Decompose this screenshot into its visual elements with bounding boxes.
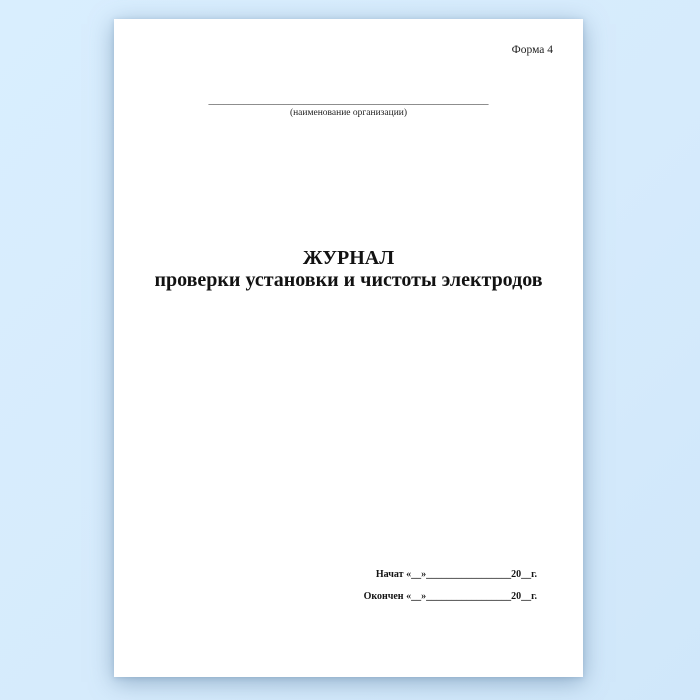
dates-block [364,569,537,603]
organization-block [114,95,583,119]
started-date-line: Начат «__»_________________20__г. [375,569,537,580]
title-line-1: ЖУРНАЛ [302,247,395,269]
document-title [114,247,583,291]
form-number-label: Форма 4 [511,44,553,56]
document-page [114,19,583,677]
organization-caption: (наименование организации) [289,108,408,118]
title-line-2: проверки установки и чистоты электродов [154,269,543,291]
finished-date-line: Окончен «__»_________________20__г. [363,591,537,602]
organization-fill-line: ________________________________________________________ [208,95,489,106]
